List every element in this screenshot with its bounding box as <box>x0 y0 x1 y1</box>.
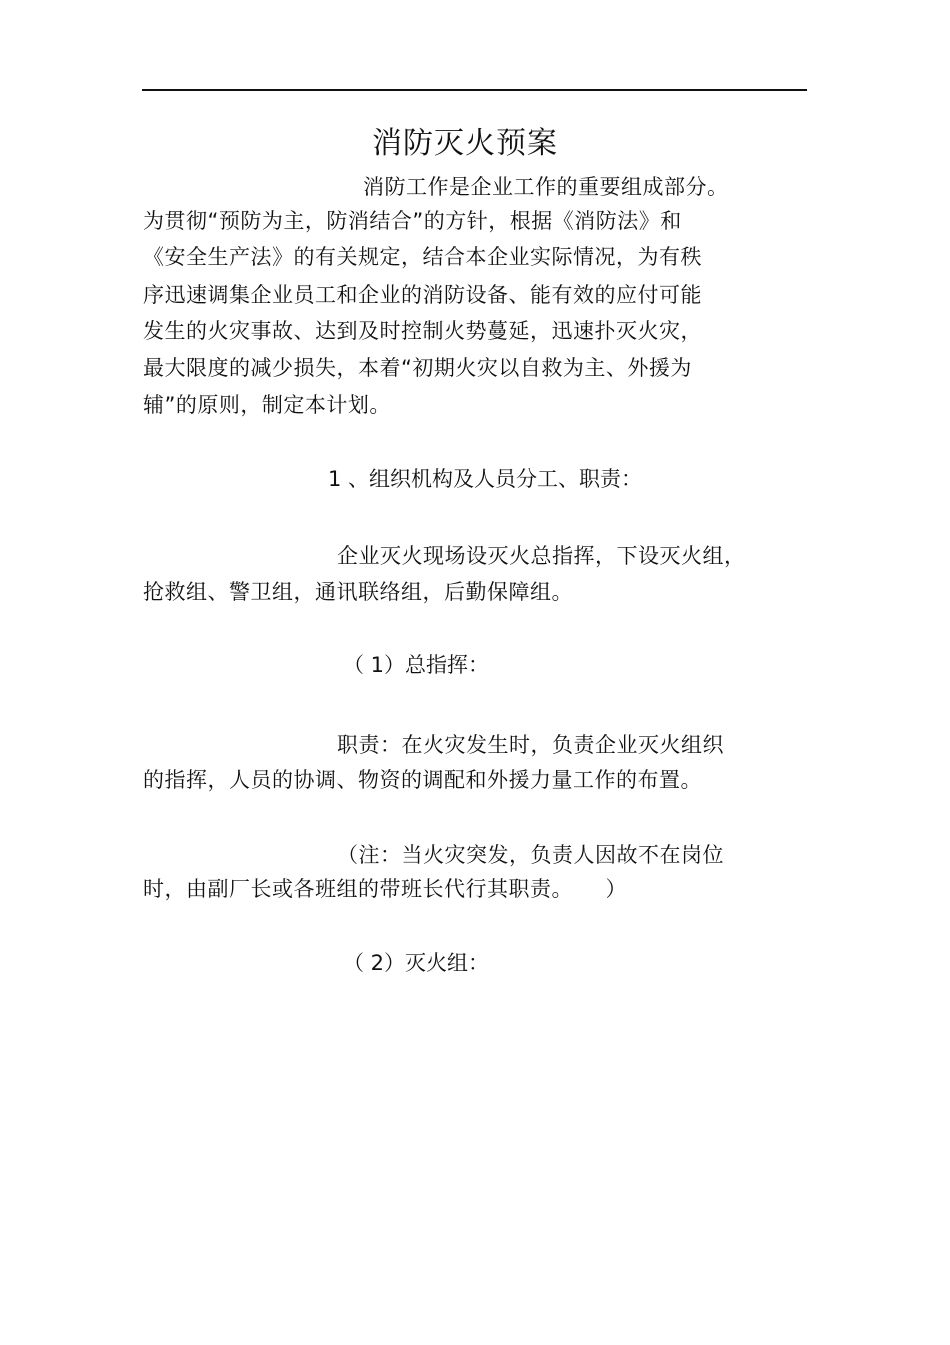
subheading-commander: （ 1）总指挥： <box>343 653 490 677</box>
intro-line: 辅”的原则，制定本计划。 <box>143 393 391 417</box>
intro-line: 发生的火灾事故、达到及时控制火势蔓延，迅速扑灭火灾， <box>143 319 702 343</box>
paragraph-line: 企业灭火现场设灭火总指挥，下设灭火组， <box>337 544 746 568</box>
intro-line: 消防工作是企业工作的重要组成部分。 <box>363 175 729 199</box>
note-line: 时，由副厂长或各班组的带班长代行其职责。 ） <box>143 877 627 901</box>
subheading-firefighting-team: （ 2）灭火组： <box>343 951 490 975</box>
intro-line: 《安全生产法》的有关规定，结合本企业实际情况，为有秩 <box>143 245 702 269</box>
intro-line: 序迅速调集企业员工和企业的消防设备、能有效的应付可能 <box>143 283 702 307</box>
intro-line: 最大限度的减少损失，本着“初期火灾以自救为主、外援为 <box>143 356 692 380</box>
document-title: 消防灭火预案 <box>372 126 558 161</box>
paragraph-line: 职责：在火灾发生时，负责企业灭火组织 <box>337 733 724 757</box>
intro-line: 为贯彻“预防为主，防消结合”的方针，根据《消防法》和 <box>143 209 682 233</box>
note-line: （注：当火灾突发，负责人因故不在岗位 <box>337 843 724 867</box>
paragraph-line: 的指挥，人员的协调、物资的调配和外援力量工作的布置。 <box>143 768 702 792</box>
header-rule <box>142 89 807 91</box>
paragraph-line: 抢救组、警卫组，通讯联络组，后勤保障组。 <box>143 580 573 604</box>
section-heading-1: 1 、组织机构及人员分工、职责： <box>328 467 643 491</box>
